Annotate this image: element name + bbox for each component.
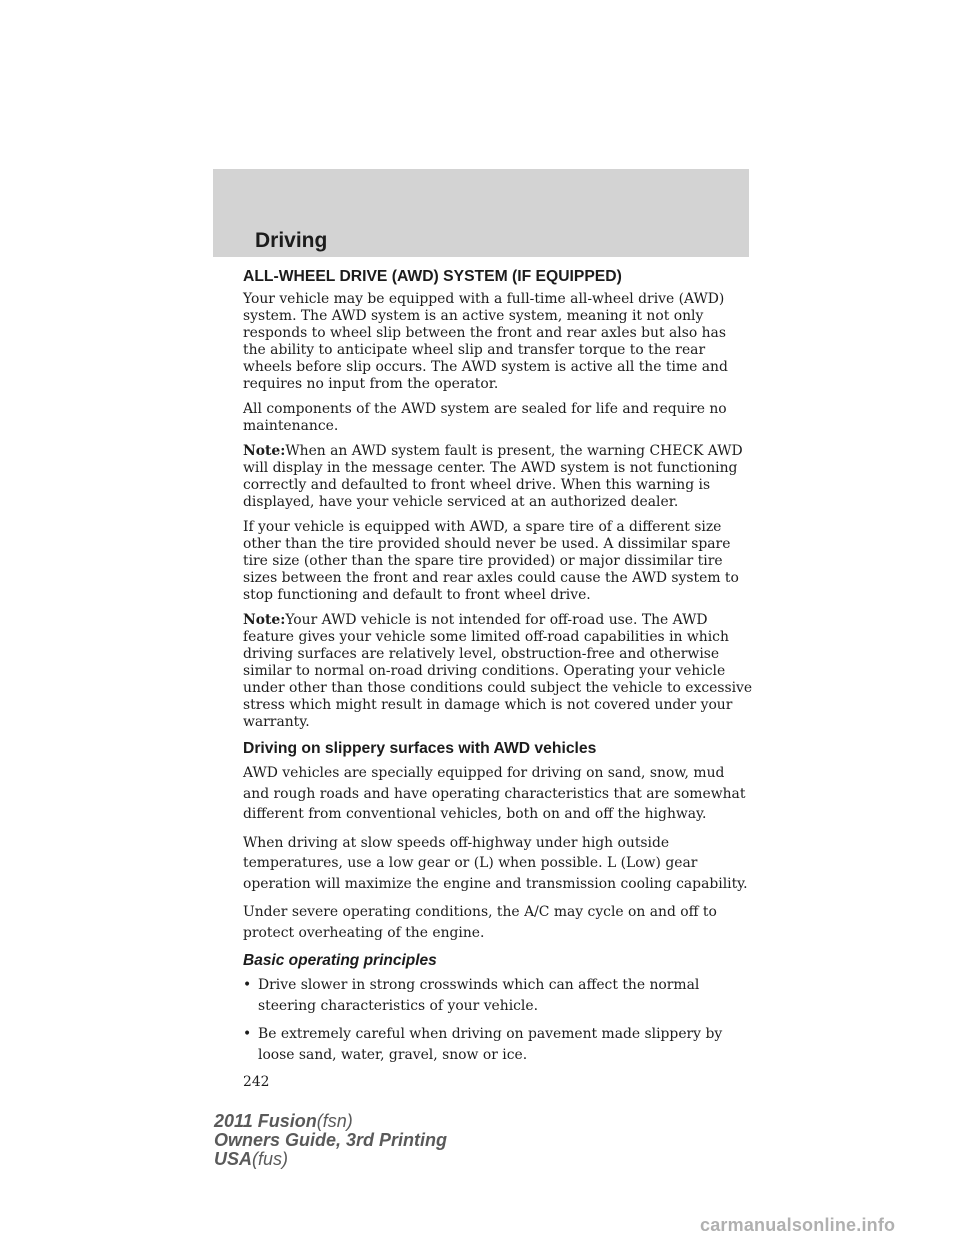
footer-model: 2011 Fusion [214, 1111, 317, 1131]
footer-line-model [214, 1112, 447, 1131]
footer-region-code: (fus) [252, 1149, 289, 1169]
site-watermark: carmanualsonline.info [700, 1215, 896, 1235]
note-text: Your AWD vehicle is not intended for off-road use. The AWD feature gives your vehicle some limited off-road capabilities in which driving surfaces are relatively level, obstruction-free and otherwise similar to normal on-road driving conditions. Operating your vehicle under other than those conditions could subject the vehicle to excessive stress which might result in damage which is not covered under your warranty. [243, 612, 753, 730]
page-content [243, 267, 753, 1100]
paragraph-spare-tire: If your vehicle is equipped with AWD, a spare tire of a different size other than the tire provided should never be used. A dissimilar spare tire size (other than the spare tire provided) or major dissimilar tire sizes between the front and rear axles could cause the AWD system to stop functioning and default to front wheel drive. [243, 519, 739, 603]
note-label: Note: [243, 443, 286, 459]
heading-slippery-surfaces: Driving on slippery surfaces with AWD vehicles [243, 740, 597, 757]
note-text: When an AWD system fault is present, the warning CHECK AWD will display in the message center. The AWD system is not functioning correctly and defaulted to front wheel drive. When this warning is displayed, have your vehicle serviced at an authorized dealer. [243, 443, 743, 510]
footer-region: USA [214, 1149, 253, 1169]
section-title: Driving [255, 229, 328, 252]
page-number: 242 [243, 1074, 270, 1090]
paragraph-severe-conditions: Under severe operating conditions, the A/C may cycle on and off to protect overheating of the engine. [243, 904, 717, 941]
bullet-icon: • [243, 977, 252, 993]
principles-list [243, 975, 753, 1066]
heading-basic-principles: Basic operating principles [243, 952, 437, 969]
print-footer [214, 1112, 447, 1169]
note-check-awd [243, 443, 753, 511]
list-item-text: Drive slower in strong crosswinds which can affect the normal steering characteristics of your vehicle. [258, 977, 700, 1014]
note-label: Note: [243, 612, 286, 628]
footer-line-region [214, 1150, 447, 1169]
paragraph-slow-speeds: When driving at slow speeds off-highway under high outside temperatures, use a low gear or (L) when possible. L (Low) gear operation will maximize the engine and transmission cooling capability. [243, 834, 748, 892]
footer-model-code: (fsn) [316, 1111, 353, 1131]
note-off-road [243, 612, 753, 731]
list-item [243, 1024, 753, 1066]
bullet-icon: • [243, 1026, 252, 1042]
list-item [243, 975, 753, 1017]
heading-awd-system: ALL-WHEEL DRIVE (AWD) SYSTEM (IF EQUIPPED) [243, 268, 622, 285]
paragraph-maintenance: All components of the AWD system are sealed for life and require no maintenance. [243, 401, 727, 434]
footer-line-printing: Owners Guide, 3rd Printing [214, 1130, 448, 1150]
paragraph-awd-intro: Your vehicle may be equipped with a full-time all-wheel drive (AWD) system. The AWD system is an active system, meaning it not only responds to wheel slip between the front and rear axles but also has the ability to anticipate wheel slip and transfer torque to the rear wheels before slip occurs. The AWD system is active all the time and requires no input from the operator. [243, 291, 728, 392]
list-item-text: Be extremely careful when driving on pavement made slippery by loose sand, water, gravel, snow or ice. [258, 1026, 723, 1063]
paragraph-awd-vehicles: AWD vehicles are specially equipped for driving on sand, snow, mud and rough roads and have operating characteristics that are somewhat different from conventional vehicles, both on and off the highway. [243, 765, 746, 822]
